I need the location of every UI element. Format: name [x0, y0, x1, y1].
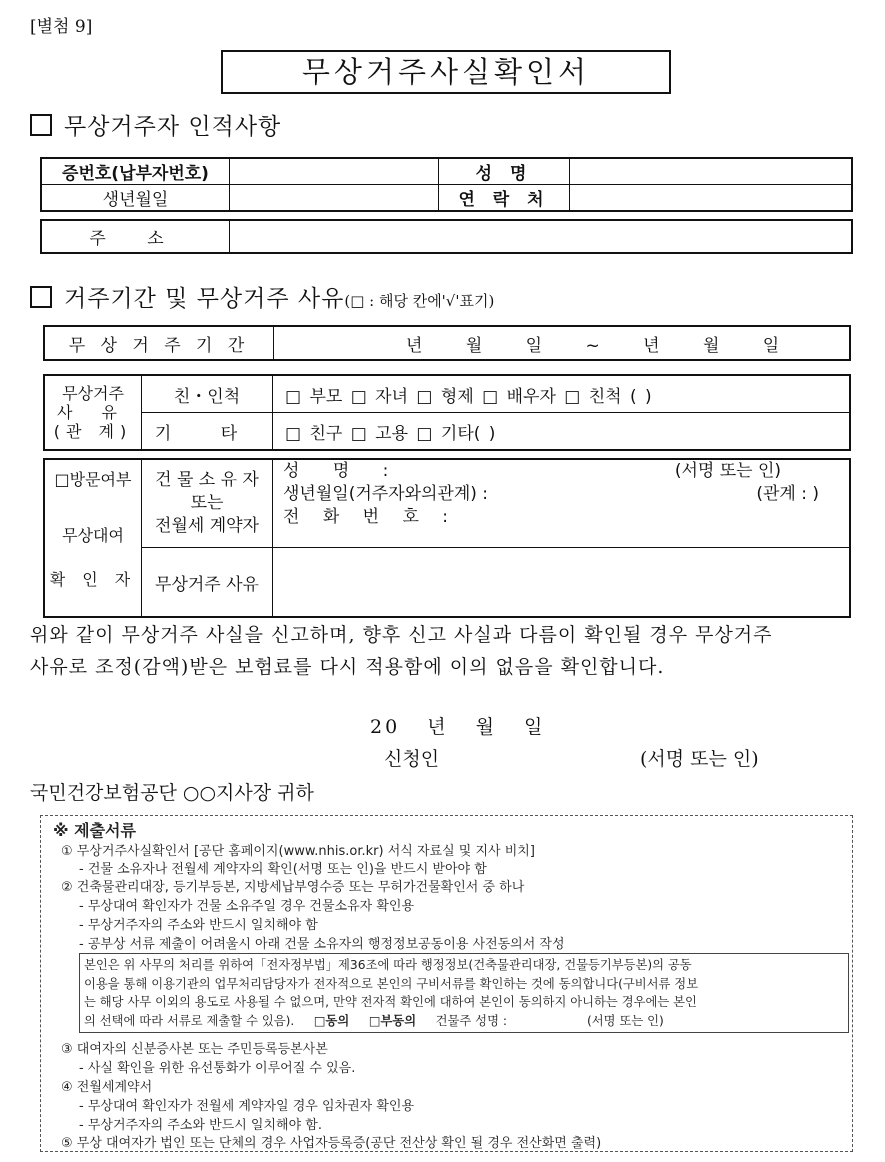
confirmer-label-cell: [44, 459, 142, 617]
document-item-3a: - 사실 확인을 위한 유선통화가 이루어질 수 있음.: [79, 1061, 356, 1076]
owner-birth-label: 생년월일(거주자와의관계) :: [283, 484, 489, 504]
visit-checkbox[interactable]: □방문여부: [54, 470, 132, 489]
consent-sign-note: (서명 또는 인): [587, 1013, 664, 1028]
section2-title: 거주기간 및 무상거주 사유: [64, 286, 345, 312]
other-options[interactable]: □ 친구 □ 고용 □ 기타( ): [273, 413, 851, 451]
section1-heading: [30, 108, 281, 141]
reason-label-cell: [44, 375, 142, 450]
consent-agree-checkbox[interactable]: □동의: [313, 1013, 350, 1028]
name-field[interactable]: [570, 158, 853, 185]
document-item-2: ② 건축물관리대장, 등기부등본, 지방세납부영수증 또는 무허가건물확인서 중 하나: [61, 880, 525, 895]
period-value: 년 월 일 ~ 년 월 일: [406, 335, 780, 356]
checkbox-icon: [30, 286, 52, 308]
required-documents-box: [40, 815, 853, 1152]
id-number-field[interactable]: [230, 158, 439, 185]
document-item-4: ④ 전월세계약서: [61, 1080, 153, 1095]
owner-label-cell: [142, 459, 273, 548]
section2-heading: [30, 280, 494, 313]
section1-title: 무상거주자 인적사항: [64, 114, 282, 140]
period-label: 무 상 거 주 기 간: [44, 326, 274, 360]
declaration-line-1: 위와 같이 무상거주 사실을 신고하며, 향후 신고 사실과 다름이 확인될 경우 무상거주: [30, 624, 773, 646]
consent-line-4: [84, 1012, 844, 1031]
checkbox-icon: [30, 114, 52, 136]
id-number-label: 증번호(납부자번호): [41, 158, 230, 185]
contact-label: 연 락 처: [439, 185, 570, 212]
relative-options[interactable]: □ 부모 □ 자녀 □ 형제 □ 배우자 □ 친척 ( ): [273, 375, 851, 413]
document-item-1a: - 건물 소유자나 전월세 계약자의 확인(서명 또는 인)을 반드시 받아야 함: [79, 862, 487, 877]
document-item-4b: - 무상거주자의 주소와 반드시 일치해야 함.: [79, 1118, 322, 1133]
reason-table: [43, 374, 851, 451]
contact-field[interactable]: [570, 185, 853, 212]
document-item-2a: - 무상대여 확인자가 건물 소유주일 경우 건물소유자 확인용: [79, 899, 415, 914]
document-item-1: ① 무상거주사실확인서 [공단 홈페이지(www.nhis.or.kr) 서식 자료실 및 지사 비치]: [61, 844, 535, 859]
address-label: 주 소: [41, 220, 230, 253]
free-lease-label: 무상대여: [62, 526, 124, 545]
document-item-2c: - 공부상 서류 제출이 어려울시 아래 건물 소유자의 행정정보공동이용 사전동의서 작성: [79, 937, 565, 952]
owner-name-label: 성 명 :: [283, 461, 389, 481]
address-table: [40, 219, 853, 254]
owner-sign-note: (서명 또는 인): [674, 461, 781, 481]
document-title: 무상거주사실확인서: [221, 50, 671, 94]
birth-field[interactable]: [230, 185, 439, 212]
birth-label: 생년월일: [41, 185, 230, 212]
consent-line-1: 본인은 위 사무의 처리를 위하여「전자정부법」제36조에 따라 행정정보(건축물관리대장, 건물등기부등본)의 공동: [84, 958, 692, 972]
recipient-line: 국민건강보험공단 ○○지사장 귀하: [30, 782, 314, 804]
confirmer-table: [43, 458, 851, 618]
reason-label-3: (관 계): [53, 422, 133, 441]
declaration-line-2: 사유로 조정(감액)받은 보험료를 다시 적용함에 이의 없음을 확인합니다.: [30, 656, 665, 678]
period-field[interactable]: [274, 326, 851, 360]
owner-info-field[interactable]: [273, 459, 851, 548]
reason-label-1: 무상거주: [62, 384, 124, 403]
address-field[interactable]: [230, 220, 853, 253]
reason-label-2: 사 유: [57, 403, 129, 422]
owner-label-3: 전월세 계약자: [155, 516, 259, 537]
documents-heading: ※ 제출서류: [53, 821, 136, 840]
name-label: 성 명: [439, 158, 570, 185]
annex-label: [별첨 9]: [30, 17, 93, 37]
consent-owner-label: 건물주 성명 :: [435, 1013, 507, 1028]
relative-label: 친・인척: [142, 375, 273, 413]
consent-line-4-text: 의 선택에 따라 서류로 제출할 수 있음).: [84, 1013, 295, 1028]
document-item-4a: - 무상대여 확인자가 전월세 계약자일 경우 임차권자 확인용: [79, 1099, 415, 1114]
consent-disagree-checkbox[interactable]: □부동의: [368, 1013, 417, 1028]
owner-phone-label: 전 화 번 호 :: [283, 507, 458, 527]
applicant-label: 신청인: [384, 748, 440, 770]
other-label: 기 타: [142, 413, 273, 451]
date-line: 20 년 월 일: [370, 716, 546, 738]
document-item-2b: - 무상거주자의 주소와 반드시 일치해야 함: [79, 918, 318, 933]
document-item-3: ③ 대여자의 신분증사본 또는 주민등록등본사본: [61, 1042, 328, 1057]
owner-label-1: 건 물 소 유 자: [155, 470, 259, 491]
free-reason-field[interactable]: [273, 548, 851, 617]
consent-line-2: 이용을 통해 이용기관의 업무처리담당자가 전자적으로 본인의 구비서류를 확인하는 것에 동의합니다(구비서류 정보: [84, 976, 699, 991]
consent-line-3: 는 해당 사무 이외의 용도로 사용될 수 없으며, 만약 전자적 확인에 대하여 본인이 동의하지 아니하는 경우에는 본인: [84, 995, 697, 1009]
document-item-5: ⑤ 무상 대여자가 법인 또는 단체의 경우 사업자등록증(공단 전산상 확인 될 경우 전산화면 출력): [61, 1136, 602, 1151]
section2-note: (□ : 해당 칸에'√'표기): [344, 292, 495, 310]
applicant-sign-note: (서명 또는 인): [640, 748, 759, 770]
owner-relation-label: (관계 : ): [756, 484, 819, 504]
period-table: [43, 325, 851, 361]
personal-info-table: [40, 157, 853, 212]
confirmer-label: 확 인 자: [49, 570, 137, 589]
free-reason-label: 무상거주 사유: [142, 548, 273, 617]
owner-label-2: 또는: [190, 493, 224, 514]
consent-box: [79, 953, 849, 1033]
